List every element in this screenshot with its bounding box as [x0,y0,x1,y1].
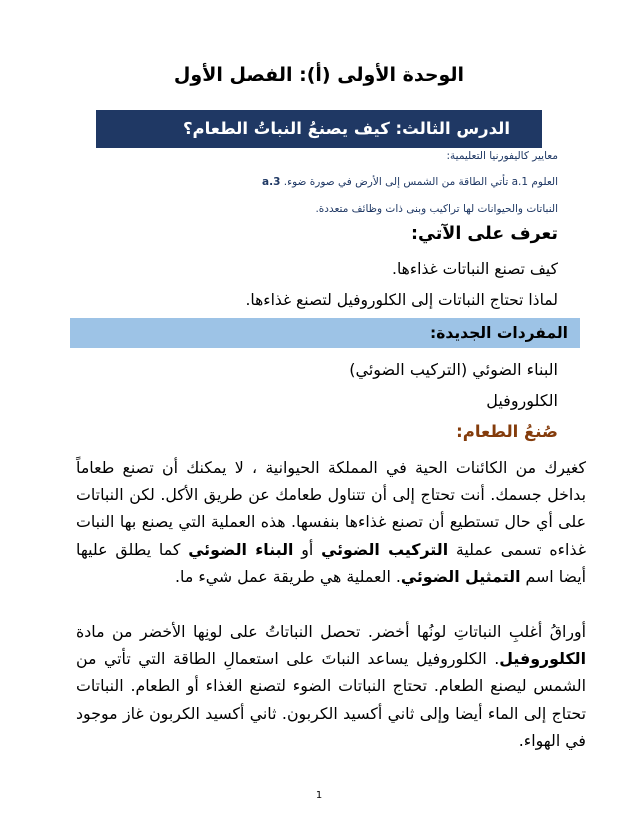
lesson-title-bar [96,110,542,148]
learn-item [392,260,558,278]
vocab-term: الكلوروفيل [486,391,558,410]
standard-1-label: العلوم 1.a [511,176,558,188]
vocab-heading: المفردات الجديدة: [70,318,580,348]
standards-heading: معايير كاليفورنيا التعليمية: [446,150,558,162]
standard-line-1 [262,176,558,188]
standard-1-code: 3.a [262,176,281,188]
vocab-term: البناء الضوئي (التركيب الضوئي) [349,360,558,379]
learn-item [245,291,558,309]
lesson-title: الدرس الثالث: كيف يصنعُ النباتُ الطعام؟ [182,119,510,138]
page-number: 1 [315,790,323,801]
learn-item-text: لماذا تحتاج النباتات إلى الكلوروفيل لتصنع غذاءها. [245,291,558,309]
learn-item-text: كيف تصنع النباتات غذاءها. [392,260,558,278]
p1-text-d: . العملية هي طريقة عمل شيء ما. [175,566,401,586]
standard-line-2: النباتات والحيوانات لها تراكيب وبنى ذات وظائف متعددة. [315,203,558,215]
food-section-heading: صُنعُ الطعام: [456,422,558,441]
standard-1-text: تأتي الطاقة من الشمس إلى الأرض في صورة ضوء. [283,176,509,188]
term-chlorophyll: الكلوروفيل [499,649,586,669]
term-photosynthesis-2: البناء الضوئي [188,539,294,559]
p1-text-c: كما يطلق عليها أيضا اسم [76,539,586,586]
p1-text-a: كغيرك من الكائنات الحية في المملكة الحيوانية ، لا يمكنك أن تصنع طعاماً بداخل جسمك. أنت تحتاج إلى أن تتناول طعامك عن طريق الأكل. لكن النباتات على أي حال تستطيع أن تصنع غذاءها بنفسها. هذه العملية التي يصنع بها النبات غذاءه تسمى عملية [76,458,586,559]
paragraph-photosynthesis [76,454,586,590]
p2-text-a: أوراقُ أغلبِ النباتاتِ لونُها أخضر. تحصل النباتاتُ على لونِها الأخضر من مادة [76,622,586,641]
p2-text-b: . الكلوروفيل يساعد النباتَ على استعمالِ الطاقة التي تأتي من الشمس ليصنع الطعام. تحتاج النباتات الضوء لتصنع الغذاء أو الطعام. النباتات تحتاج إلى الماء أيضا وإلى ثاني أكسيد الكربون. ثاني أكسيد الكربون غاز موجود في الهواء. [76,649,586,750]
term-photosynthesis-3: التمثيل الضوئي [400,566,521,586]
learn-heading: تعرف على الآتي: [411,224,558,244]
p1-text-b: أو [293,539,322,559]
paragraph-chlorophyll [76,618,586,754]
unit-title: الوحدة الأولى (أ): الفصل الأول [173,64,465,86]
term-photosynthesis-1: التركيب الضوئي [321,539,449,559]
